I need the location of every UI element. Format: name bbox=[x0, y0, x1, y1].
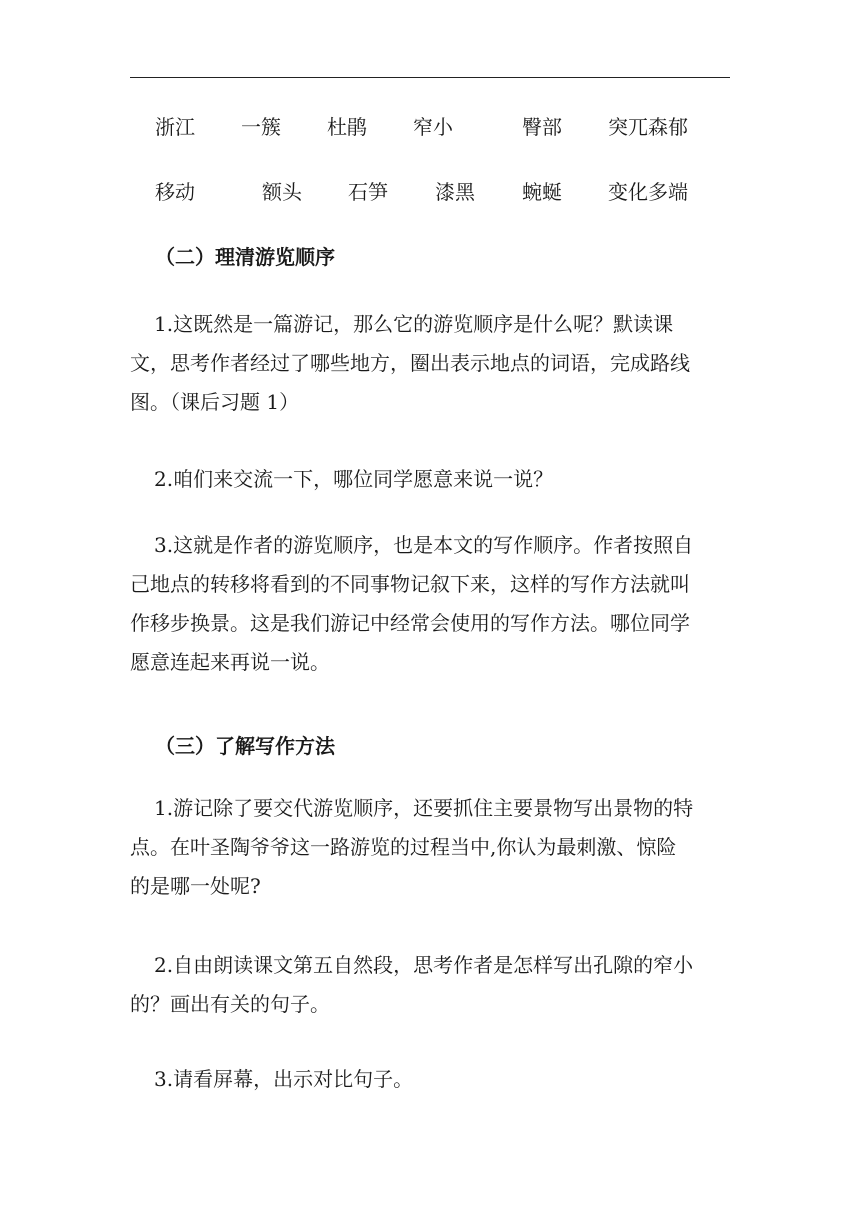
vocab-word: 漆黑 bbox=[435, 180, 475, 204]
vocab-word: 一簇 bbox=[241, 115, 281, 139]
paragraph bbox=[130, 789, 730, 906]
paragraph-line: 3.这就是作者的游览顺序，也是本文的写作顺序。作者按照自 bbox=[154, 533, 694, 557]
paragraph-line: 2.自由朗读课文第五自然段，思考作者是怎样写出孔隙的窄小 bbox=[154, 953, 694, 977]
vocab-word: 浙江 bbox=[155, 115, 195, 139]
vocab-word: 移动 bbox=[155, 180, 195, 204]
vocab-row-1 bbox=[0, 112, 860, 142]
paragraph-line: 文，思考作者经过了哪些地方，圈出表示地点的词语，完成路线 bbox=[130, 351, 690, 375]
vocab-word: 杜鹃 bbox=[327, 115, 367, 139]
paragraph-line: 的是哪一处呢? bbox=[130, 874, 261, 898]
section-heading: （二）理清游览顺序 bbox=[155, 245, 335, 269]
paragraph bbox=[130, 460, 730, 499]
paragraph-line: 1.这既然是一篇游记，那么它的游览顺序是什么呢？默读课 bbox=[154, 312, 674, 336]
vocab-word: 窄小 bbox=[413, 115, 453, 139]
paragraph bbox=[130, 526, 730, 682]
paragraph-line: 1.游记除了要交代游览顺序，还要抓住主要景物写出景物的特 bbox=[154, 796, 694, 820]
paragraph-line: 点。在叶圣陶爷爷这一路游览的过程当中,你认为最刺激、惊险 bbox=[130, 835, 677, 859]
vocab-row-2 bbox=[0, 177, 860, 207]
header-rule bbox=[130, 77, 730, 78]
paragraph-line: 作移步换景。这是我们游记中经常会使用的写作方法。哪位同学 bbox=[130, 611, 690, 635]
vocab-word: 石笋 bbox=[348, 180, 388, 204]
paragraph bbox=[130, 946, 730, 1024]
vocab-word: 蜿蜒 bbox=[522, 180, 562, 204]
paragraph-line: 己地点的转移将看到的不同事物记叙下来，这样的写作方法就叫 bbox=[130, 572, 690, 596]
paragraph-line: 3.请看屏幕，出示对比句子。 bbox=[154, 1067, 414, 1091]
vocab-word: 突兀森郁 bbox=[608, 115, 688, 139]
paragraph-line: 愿意连起来再说一说。 bbox=[130, 650, 330, 674]
paragraph-line: 图。（课后习题 1） bbox=[130, 390, 300, 414]
paragraph bbox=[130, 1060, 730, 1099]
paragraph bbox=[130, 305, 730, 422]
vocab-word: 臀部 bbox=[522, 115, 562, 139]
vocab-word: 额头 bbox=[262, 180, 302, 204]
vocab-word: 变化多端 bbox=[608, 180, 688, 204]
paragraph-line: 2.咱们来交流一下，哪位同学愿意来说一说？ bbox=[154, 467, 554, 491]
paragraph-line: 的？画出有关的句子。 bbox=[130, 992, 330, 1016]
section-heading: （三）了解写作方法 bbox=[155, 734, 335, 758]
